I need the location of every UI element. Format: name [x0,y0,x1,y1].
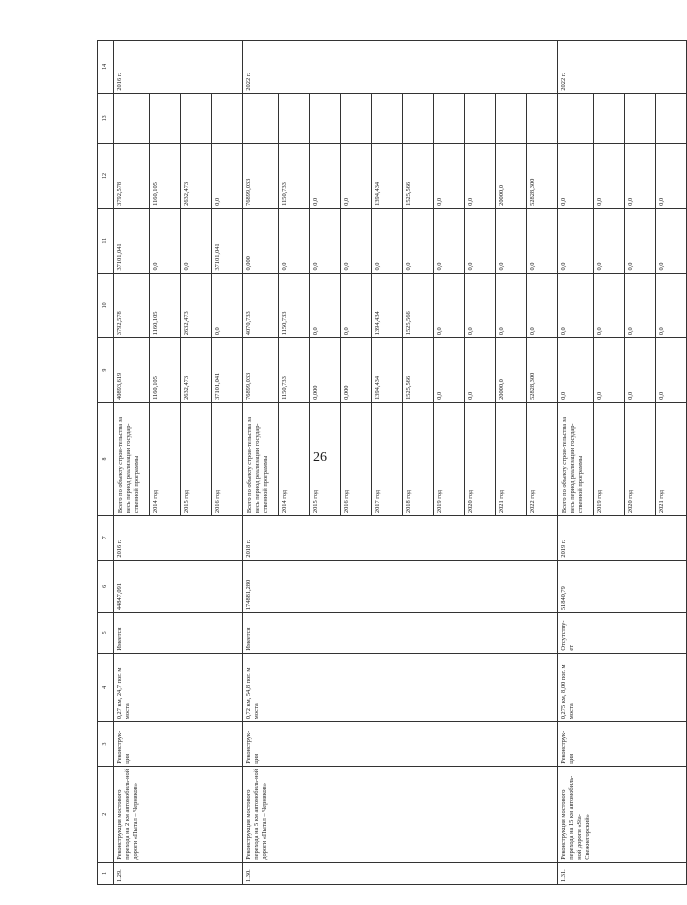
page-number: 26 [313,450,327,465]
year-label: 2016 год [341,402,372,515]
year-value: 1525,566 [403,338,434,403]
year-value: 0,0 [279,208,310,273]
total-value: 40893,619 [114,338,150,403]
total-value [243,93,279,144]
year-value: 0,0 [594,144,625,209]
column-number-header: 1 [98,862,114,884]
year-value: 0,0 [212,273,243,338]
total-value: 0,000 [243,208,279,273]
year-value: 0,0 [625,208,656,273]
year-value [625,93,656,144]
year-value [150,93,181,144]
year-value: 0,0 [310,208,341,273]
year-label: 2020 год [625,402,656,515]
completion-year: 2022 г. [558,41,687,94]
column-number-header: 13 [98,93,114,144]
year-label: 2022 год [527,402,558,515]
year-label: 2017 год [372,402,403,515]
year-value [279,93,310,144]
total-label: Всего по объекту строи-тельства за весь период реализации государ-ственной программы [558,402,594,515]
year-value: 0,0 [465,144,496,209]
total-value: 76899,033 [243,144,279,209]
year-value [341,93,372,144]
year-label: 2021 год [496,402,527,515]
year-value: 0,0 [341,144,372,209]
year-value [496,93,527,144]
total-value: 0,0 [558,273,594,338]
year-value: 1160,105 [150,338,181,403]
year-value: 0,0 [341,273,372,338]
project-name: Реконструкция мостового перехода на 15 км автомобиль-ной дороги «Sta-Свежнегорский» [558,766,687,862]
completion-year: 2016 г. [114,41,243,94]
year-value: 0,0 [656,208,687,273]
year-value: 0,0 [625,273,656,338]
year-value: 1394,434 [372,273,403,338]
year-value: 1160,105 [150,273,181,338]
year-value: 20000,0 [496,144,527,209]
year-value [403,93,434,144]
year-value: 0,0 [341,208,372,273]
year-value: 0,0 [372,208,403,273]
year-value: 0,0 [434,338,465,403]
start-year: 2018 г. [243,516,558,560]
year-value: 1394,434 [372,338,403,403]
project-number: 1.30. [243,862,558,884]
year-value: 0,0 [594,273,625,338]
year-label: 2019 год [594,402,625,515]
year-label: 2015 год [181,402,212,515]
design-documentation: Отсутству-ет [558,613,687,653]
year-label: 2016 год [212,402,243,515]
capacity: 0,275 км, 8,00 пог. м моста [558,653,687,722]
year-value: 0,0 [594,338,625,403]
total-value: 3792,578 [114,273,150,338]
year-value: 0,0 [527,273,558,338]
work-type: Реконструк-ция [558,722,687,766]
year-value: 0,0 [434,208,465,273]
estimated-cost: 174881,280 [243,560,558,613]
year-value: 1150,733 [279,144,310,209]
total-value: 3792,578 [114,144,150,209]
completion-year: 2022 г. [243,41,558,94]
year-value [594,93,625,144]
year-value: 0,0 [434,273,465,338]
column-number-header: 10 [98,273,114,338]
year-value: 0,0 [403,208,434,273]
year-value [181,93,212,144]
year-value: 0,000 [341,338,372,403]
year-value: 37101,041 [212,208,243,273]
year-value: 0,0 [496,273,527,338]
year-value [465,93,496,144]
year-value [372,93,403,144]
year-value: 2632,473 [181,144,212,209]
work-type: Реконструк-ция [114,722,243,766]
total-label: Всего по объекту строи-тельства за весь период реализации государ-ственной программы [243,402,279,515]
year-value: 1150,733 [279,338,310,403]
year-value: 20000,0 [496,338,527,403]
project-name: Реконструкция мостового перехода на 2 км автомобиль-ной дороги «Пытал – Черняков» [114,766,243,862]
year-value: 1525,566 [403,144,434,209]
year-value: 1150,733 [279,273,310,338]
total-value: 4070,733 [243,273,279,338]
year-value: 0,0 [656,144,687,209]
year-value: 0,0 [594,208,625,273]
year-value: 1394,434 [372,144,403,209]
table-body [98,41,687,885]
year-value [527,93,558,144]
year-value: 52828,300 [527,144,558,209]
year-value: 0,0 [212,144,243,209]
estimated-cost: 51840,79 [558,560,687,613]
column-number-header: 7 [98,516,114,560]
year-value: 0,0 [656,338,687,403]
total-value: 0,0 [558,338,594,403]
work-type: Реконструк-ция [243,722,558,766]
column-number-header: 11 [98,208,114,273]
year-value: 2632,473 [181,338,212,403]
start-year: 2016 г. [114,516,243,560]
project-name: Реконструкция мостового перехода на 5 км автомобиль-ной дороги «Пытал – Черняков» [243,766,558,862]
year-label: 2019 год [434,402,465,515]
year-value: 0,0 [181,208,212,273]
year-label: 2014 год [279,402,310,515]
project-row [114,41,150,885]
year-value: 52828,300 [527,338,558,403]
year-value: 1160,105 [150,144,181,209]
header-row [98,41,114,885]
year-value: 0,0 [434,144,465,209]
column-number-header: 14 [98,41,114,94]
year-value: 2632,473 [181,273,212,338]
column-number-header: 8 [98,402,114,515]
project-number: 1.31. [558,862,687,884]
year-label: 2018 год [403,402,434,515]
column-number-header: 3 [98,722,114,766]
capacity: 0,72 км, 54,8 пог. м моста [243,653,558,722]
estimated-cost: 44847,091 [114,560,243,613]
year-value [656,93,687,144]
year-value: 1525,566 [403,273,434,338]
year-value: 0,0 [465,208,496,273]
design-documentation: Имеется [243,613,558,653]
year-value: 37101,041 [212,338,243,403]
start-year: 2019 г. [558,516,687,560]
investment-table [97,40,687,885]
total-value: 37101,041 [114,208,150,273]
total-value: 76899,033 [243,338,279,403]
year-value: 0,0 [496,208,527,273]
rotated-table-container [97,40,665,885]
year-value: 0,0 [527,208,558,273]
column-number-header: 12 [98,144,114,209]
total-value: 0,0 [558,208,594,273]
column-number-header: 2 [98,766,114,862]
total-value [558,93,594,144]
year-label: 2021 год [656,402,687,515]
project-row [243,41,279,885]
project-row [558,41,594,885]
year-value: 0,0 [465,338,496,403]
year-label: 2015 год [310,402,341,515]
year-label: 2014 год [150,402,181,515]
year-value [434,93,465,144]
year-value [310,93,341,144]
year-value: 0,0 [150,208,181,273]
year-label: 2020 год [465,402,496,515]
total-label: Всего по объекту строи-тельства за весь период реализации государ-ственной программы [114,402,150,515]
year-value: 0,0 [625,144,656,209]
capacity: 0,27 км, 24,7 пог. м моста [114,653,243,722]
year-value: 0,0 [310,144,341,209]
design-documentation: Имеется [114,613,243,653]
project-number: 1.29. [114,862,243,884]
column-number-header: 4 [98,653,114,722]
column-number-header: 6 [98,560,114,613]
year-value [212,93,243,144]
year-value: 0,0 [656,273,687,338]
year-value: 0,0 [465,273,496,338]
column-number-header: 9 [98,338,114,403]
total-value: 0,0 [558,144,594,209]
year-value: 0,0 [625,338,656,403]
year-value: 0,0 [310,273,341,338]
year-value: 0,000 [310,338,341,403]
column-number-header: 5 [98,613,114,653]
total-value [114,93,150,144]
